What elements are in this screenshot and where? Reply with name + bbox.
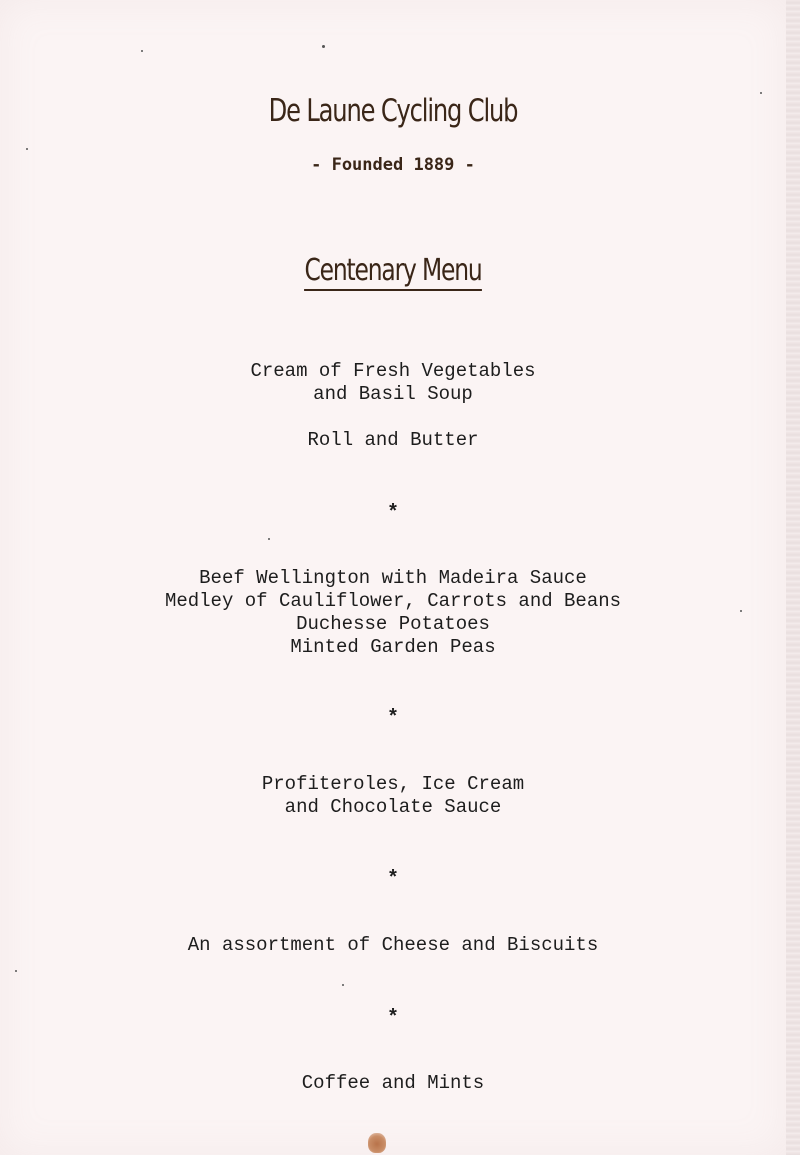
paper-speck: [740, 610, 742, 612]
course-separator: *: [386, 868, 399, 891]
menu-title-text: Centenary Menu: [304, 253, 481, 291]
founded-line: - Founded 1889 -: [311, 155, 475, 175]
paper-edge: [786, 0, 800, 1155]
course-separator: *: [386, 502, 399, 525]
course-line: An assortment of Cheese and Biscuits: [187, 934, 599, 956]
paper-speck: [26, 148, 28, 150]
stain-mark: [368, 1133, 386, 1153]
paper-speck: [15, 970, 17, 972]
course-separator: *: [386, 1007, 399, 1030]
course-line: Cream of Fresh Vegetables: [250, 360, 536, 382]
paper-speck: [141, 50, 143, 52]
paper-speck: [342, 984, 344, 986]
course-line: Minted Garden Peas: [290, 636, 496, 658]
paper-speck: [322, 45, 325, 48]
course-line: Coffee and Mints: [301, 1072, 485, 1094]
course-line: and Chocolate Sauce: [284, 796, 502, 818]
course-line: and Basil Soup: [313, 383, 473, 405]
paper-speck: [268, 538, 270, 540]
menu-title: [86, 254, 699, 288]
course-line: Roll and Butter: [307, 429, 479, 451]
course-line: Beef Wellington with Madeira Sauce: [199, 567, 587, 589]
course-line: Profiteroles, Ice Cream: [261, 773, 525, 795]
course-line: Medley of Cauliflower, Carrots and Beans: [164, 590, 622, 612]
course-separator: *: [386, 707, 399, 730]
course-line: Duchesse Potatoes: [296, 613, 490, 635]
club-name: De Laune Cycling Club: [268, 93, 518, 129]
paper-speck: [760, 92, 762, 94]
